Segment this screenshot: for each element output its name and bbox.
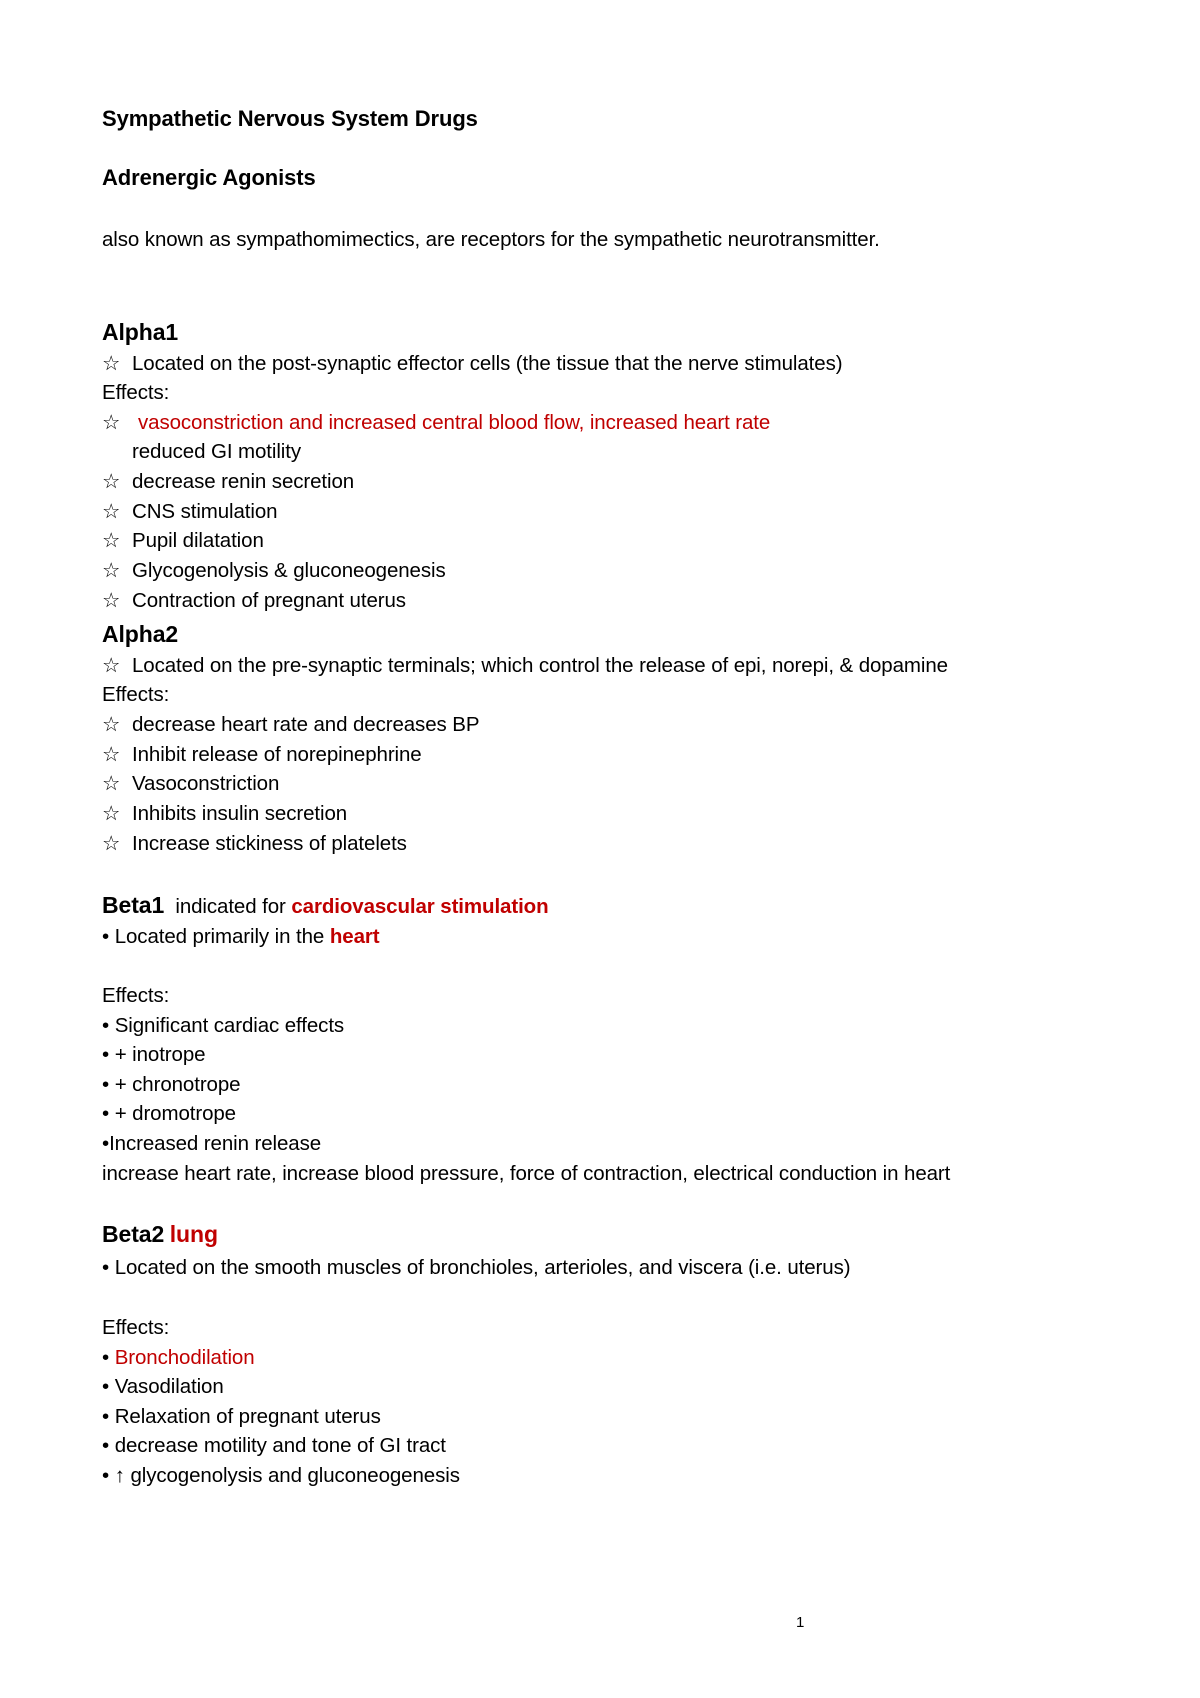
star-icon: ☆: [102, 589, 121, 612]
list-item: • + chronotrope: [102, 1073, 241, 1096]
star-icon: ☆: [102, 772, 121, 795]
star-icon: ☆: [102, 832, 121, 855]
beta2-location: • Located on the smooth muscles of bronchioles, arterioles, and viscera (i.e. uterus): [102, 1256, 851, 1279]
list-item: • + inotrope: [102, 1043, 206, 1066]
beta2-heading: Beta2: [102, 1221, 165, 1247]
beta1-summary: increase heart rate, increase blood pressure, force of contraction, electrical conduction in heart: [102, 1162, 951, 1185]
star-icon: ☆: [102, 802, 121, 825]
list-item: ☆ Increase stickiness of platelets: [102, 832, 407, 855]
alpha2-effects-label: Effects:: [102, 683, 170, 706]
list-item: ☆ decrease heart rate and decreases BP: [102, 713, 480, 736]
star-icon: ☆: [102, 352, 121, 375]
list-item: ☆ CNS stimulation: [102, 500, 278, 523]
beta2-effects-label: Effects:: [102, 1316, 170, 1339]
list-item: • Significant cardiac effects: [102, 1014, 345, 1037]
list-item: • ↑ glycogenolysis and gluconeogenesis: [102, 1464, 460, 1487]
section-subtitle: Adrenergic Agonists: [102, 165, 316, 190]
alpha1-highlight-item: ☆ vasoconstriction and increased central blood flow, increased heart rate: [102, 411, 771, 434]
beta1-heading-line: Beta1 indicated for cardiovascular stimulation: [102, 892, 549, 918]
list-item: • Relaxation of pregnant uterus: [102, 1405, 381, 1428]
alpha1-continuation: reduced GI motility: [132, 440, 301, 463]
list-item: ☆ decrease renin secretion: [102, 470, 355, 493]
star-icon: ☆: [102, 654, 121, 677]
list-item: • decrease motility and tone of GI tract: [102, 1434, 446, 1457]
bullet-icon: •: [102, 1014, 110, 1037]
star-icon: ☆: [102, 713, 121, 736]
list-item: ☆ Pupil dilatation: [102, 529, 264, 552]
bullet-icon: •: [102, 1043, 110, 1066]
list-item: ☆ Inhibit release of norepinephrine: [102, 743, 422, 766]
bullet-icon: •: [102, 1405, 110, 1428]
star-icon: ☆: [102, 500, 121, 523]
beta1-effects-label: Effects:: [102, 984, 170, 1007]
bullet-icon: •: [102, 1464, 110, 1487]
bullet-icon: •: [102, 1346, 110, 1369]
star-icon: ☆: [102, 743, 121, 766]
page-number: 1: [796, 1614, 805, 1631]
arrow-up-icon: ↑: [114, 1464, 125, 1487]
list-item: • + dromotrope: [102, 1102, 236, 1125]
beta2-heading-line: Beta2 lung: [102, 1221, 218, 1247]
beta1-heading: Beta1: [102, 892, 165, 918]
bullet-icon: •: [102, 925, 110, 948]
bullet-icon: •: [102, 1073, 110, 1096]
bullet-icon: •: [102, 1434, 110, 1457]
intro-text: also known as sympathomimectics, are receptors for the sympathetic neurotransmitter.: [102, 228, 880, 251]
star-icon: ☆: [102, 411, 121, 434]
alpha2-location: ☆ Located on the pre-synaptic terminals; which control the release of epi, norepi, & dopamine: [102, 654, 948, 677]
alpha2-heading: Alpha2: [102, 621, 179, 647]
alpha1-location: ☆ Located on the post-synaptic effector cells (the tissue that the nerve stimulates): [102, 352, 843, 375]
star-icon: ☆: [102, 559, 121, 582]
bullet-icon: •: [102, 1375, 110, 1398]
alpha1-effects-label: Effects:: [102, 381, 170, 404]
page-title: Sympathetic Nervous System Drugs: [102, 106, 478, 131]
bullet-icon: •: [102, 1132, 110, 1155]
beta1-location: • Located primarily in the heart: [102, 925, 380, 948]
list-item: ☆ Inhibits insulin secretion: [102, 802, 348, 825]
alpha1-heading: Alpha1: [102, 319, 179, 345]
list-item: • Bronchodilation: [102, 1346, 255, 1369]
list-item: ☆ Contraction of pregnant uterus: [102, 589, 406, 612]
bullet-icon: •: [102, 1256, 110, 1279]
list-item: ☆ Vasoconstriction: [102, 772, 280, 795]
list-item: ☆ Glycogenolysis & gluconeogenesis: [102, 559, 446, 582]
list-item: •Increased renin release: [102, 1132, 322, 1155]
bullet-icon: •: [102, 1102, 110, 1125]
list-item: • Vasodilation: [102, 1375, 224, 1398]
star-icon: ☆: [102, 470, 121, 493]
star-icon: ☆: [102, 529, 121, 552]
